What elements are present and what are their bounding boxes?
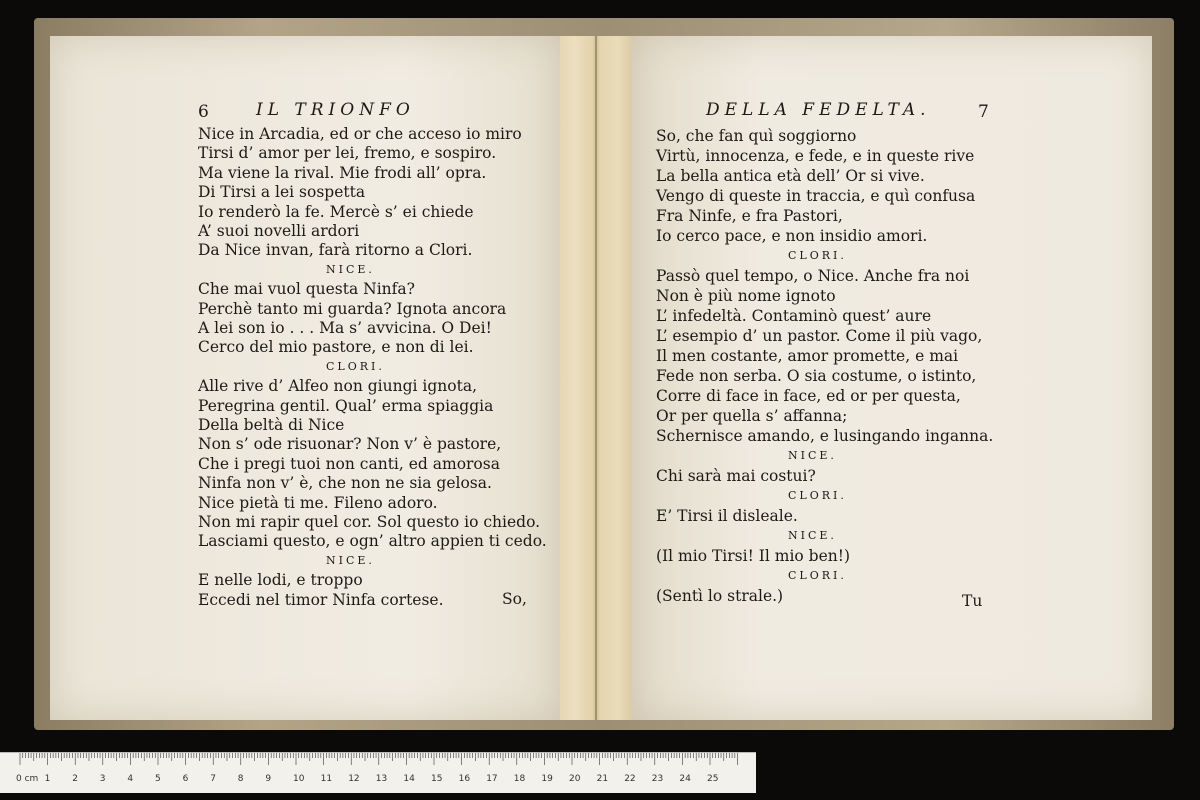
verse-line: Cerco del mio pastore, e non di lei. [198, 338, 474, 357]
verse-line: Nice pietà ti me. Fileno adoro. [198, 493, 438, 512]
verse-line: Virtù, innocenza, e fede, e in queste rive [656, 147, 975, 165]
speaker-name: NICE. [326, 553, 375, 567]
speaker-name: NICE. [788, 529, 837, 542]
verse-line: L’ esempio d’ un pastor. Come il più vago, [656, 327, 983, 345]
ruler-label: 19 [541, 774, 553, 784]
ruler-label: 6 [182, 774, 189, 784]
speaker-name: CLORI. [788, 249, 847, 262]
verse-line: Fra Ninfe, e fra Pastori, [656, 207, 843, 225]
verse-line: (Il mio Tirsi! Il mio ben!) [656, 547, 851, 565]
verse-line: La bella antica età dell’ Or si vive. [656, 167, 925, 185]
ruler-label: 5 [155, 774, 161, 784]
verse-line: Non è più nome ignoto [656, 287, 836, 305]
catchword: So, [502, 590, 527, 608]
verse-line: Perchè tanto mi guarda? Ignota ancora [198, 299, 507, 318]
verse-line: L’ infedeltà. Contaminò quest’ aure [656, 307, 932, 325]
ruler-label: 3 [99, 774, 106, 784]
page-number: 7 [978, 102, 989, 122]
verse-line: Ma viene la rival. Mie frodi all’ opra. [198, 163, 487, 182]
ruler-label: 14 [403, 774, 415, 784]
speaker-name: CLORI. [326, 359, 385, 373]
ruler-label: 10 [293, 774, 305, 784]
ruler-label: 8 [237, 774, 244, 784]
verse-line: Di Tirsi a lei sospetta [198, 183, 366, 202]
ruler-label: 18 [513, 774, 526, 784]
verse-line: Corre di face in face, ed or per questa, [656, 387, 961, 405]
measuring-ruler [0, 752, 756, 793]
verse-line: Chi sarà mai costui? [656, 467, 816, 485]
ruler-ticks [0, 753, 756, 793]
verse-line: Da Nice invan, farà ritorno a Clori. [198, 241, 473, 260]
ruler-label: 4 [127, 774, 134, 784]
verse-line: So, che fan quì soggiorno [656, 127, 857, 145]
speaker-name: NICE. [326, 262, 375, 276]
verse-line: Io cerco pace, e non insidio amori. [656, 227, 928, 245]
gutter-fold [595, 36, 597, 720]
catchword: Tu [962, 592, 983, 610]
verse-line: Il men costante, amor promette, e mai [656, 347, 959, 365]
ruler-label: 25 [707, 774, 719, 784]
verse-line: Non s’ ode risuonar? Non v’ è pastore, [198, 435, 502, 454]
running-head: DELLA FEDELTA. [706, 100, 931, 120]
verse-line: Lasciami questo, e ogn’ altro appien ti cedo. [198, 532, 547, 551]
gutter [560, 36, 632, 720]
verse-line: Vengo di queste in traccia, e quì confusa [656, 187, 976, 205]
ruler-label: 15 [431, 774, 443, 784]
verse-line: A’ suoi novelli ardori [198, 222, 360, 240]
verse-line: Che i pregi tuoi non canti, ed amorosa [198, 454, 500, 473]
verse-line: Passò quel tempo, o Nice. Anche fra noi [656, 267, 970, 285]
ruler-label: 22 [624, 774, 636, 784]
ruler-label: 9 [265, 774, 272, 784]
verse-line: Che mai vuol questa Ninfa? [198, 280, 415, 299]
verse-line: Eccedi nel timor Ninfa cortese. [198, 590, 444, 609]
verse-line: Io renderò la fe. Mercè s’ ei chiede [198, 202, 474, 221]
verse-line: Nice in Arcadia, ed or che acceso io miro [198, 125, 522, 143]
speaker-name: CLORI. [788, 489, 847, 502]
ruler-label: 21 [596, 774, 609, 784]
verse-line: E nelle lodi, e troppo [198, 571, 363, 590]
speaker-name: NICE. [788, 449, 837, 462]
ruler-label: 12 [348, 774, 360, 784]
verse-line: A lei son io . . . Ma s’ avvicina. O Dei! [198, 319, 492, 337]
ruler-label: 13 [375, 774, 388, 784]
speaker-name: CLORI. [788, 569, 847, 582]
verse-line: Ninfa non v’ è, che non ne sia gelosa. [198, 474, 492, 493]
verse-line: (Sentì lo strale.) [656, 587, 784, 605]
ruler-label: 24 [679, 774, 691, 784]
ruler-label: 2 [72, 774, 78, 784]
verse-line: Non mi rapir quel cor. Sol questo io chiedo. [198, 513, 541, 531]
ruler-zero-label: 0 cm [16, 774, 39, 784]
ruler-label: 7 [210, 774, 216, 784]
verse-line: Peregrina gentil. Qual’ erma spiaggia [198, 396, 494, 415]
verse-line: Fede non serba. O sia costume, o istinto, [656, 367, 977, 385]
ruler-label: 23 [651, 774, 664, 784]
verse-line: E’ Tirsi il disleale. [656, 507, 798, 525]
ruler-label: 11 [320, 774, 333, 784]
right-page [632, 36, 1152, 720]
verse-line: Alle rive d’ Alfeo non giungi ignota, [198, 377, 477, 396]
ruler-label: 1 [44, 774, 51, 784]
verse-line: Della beltà di Nice [198, 416, 345, 434]
ruler-label: 16 [458, 774, 471, 784]
left-page [50, 36, 560, 720]
verse-line: Or per quella s’ affanna; [656, 407, 848, 425]
verse-line: Schernisce amando, e lusingando inganna. [656, 427, 994, 445]
verse-line: Tirsi d’ amor per lei, fremo, e sospiro. [198, 144, 497, 163]
ruler-label: 20 [569, 774, 581, 784]
running-head: IL TRIONFO [256, 100, 415, 120]
page-number: 6 [198, 102, 209, 122]
ruler-label: 17 [486, 774, 498, 784]
